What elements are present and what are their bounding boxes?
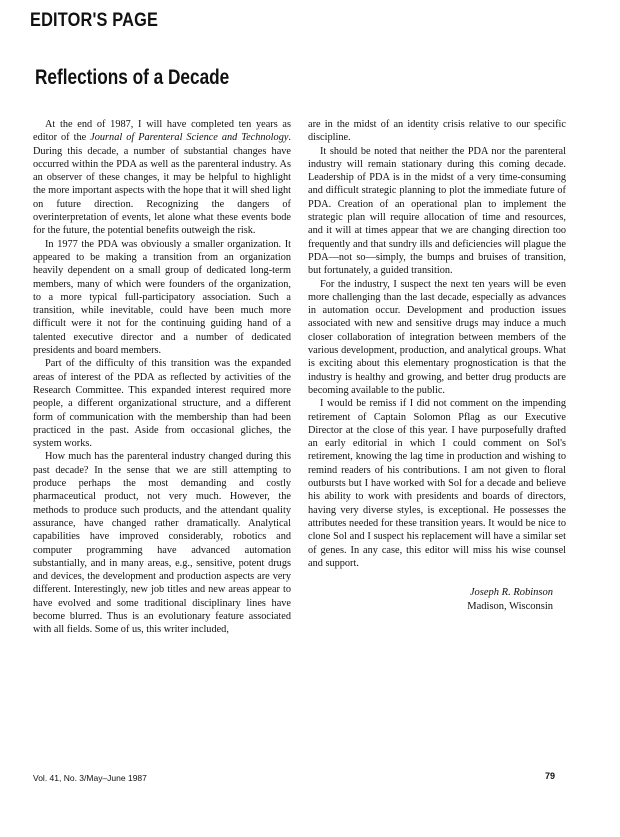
- paragraph: Part of the difficulty of this transition was the expanded areas of interest of the PDA as reflected by activities of the Research Committee. This expanded interest required more people, a different organizational structure, and a different form of communication with the membership than had been practiced in the past. Aside from occasional gliches, the system works.: [33, 358, 291, 450]
- paragraph: How much has the parenteral industry changed during this past decade? In the sense that we are still attempting to produce perhaps the most demanding and costly pharmaceutical product, not very much. However, the methods to produce such products, and the attendant quality assurance, have changed rather dramatically. Analytical capabilities have improved considerably, robotics and computer programming have advanced automation substantially, and in many areas, e.g., sensitive, potent drugs and devices, the development and production aspects are very different. Interestingly, new job titles and new areas appear to have evolved and some traditional disciplinary lines have become blurred. Thus is an evolutionary feature associated with all fields. Some of us, this writer included,: [33, 451, 291, 636]
- paragraph: For the industry, I suspect the next ten years will be even more challenging than the last decade, especially as advances in automation occur. Development and production issues associated with new and sensitive drugs may induce a much closer collaboration of integration between members of the various development, production, and analytical groups. What is exciting about this elementary prognostication is that the industry is healthy and growing, and better drug products are becoming available to the public.: [308, 278, 566, 396]
- signature-block: [400, 586, 553, 614]
- issue-info: Vol. 41, No. 3/May–June 1987: [33, 773, 147, 783]
- journal-name: Journal of Parenteral Science and Technology: [90, 132, 289, 144]
- paragraph: are in the midst of an identity crisis relative to our specific discipline.: [308, 119, 566, 144]
- article-title: Reflections of a Decade: [35, 66, 230, 89]
- paragraph: I would be remiss if I did not comment on the impending retirement of Captain Solomon Pflag as our Executive Director at the close of this year. I have purposefully drafted an early editorial in which I could comment on Sol's retirement, knowing the lag time in production and wishing to remind readers of his contributions. I am not given to floral outbursts but I have worked with Sol for a decade and believe his ability to work with presidents and boards of directors, having very diverse styles, is exceptional. He possesses the attributes needed for these transition years. It would be nice to clone Sol and I suspect his replacement will have a similar set of genes. In any case, this editor will miss his wise counsel and support.: [308, 398, 566, 569]
- right-column: [308, 118, 566, 570]
- paragraph: It should be noted that neither the PDA nor the parenteral industry will remain stationary during this coming decade. Leadership of PDA is in the midst of a very time-consuming and difficult strategic planning to plot the immediate future of PDA. Creation of an operational plan to implement the strategic plan will require allocation of time and resources, and it will at times appear that we are changing direction too frequently and that sundry ills and deficiencies will plague the PDA—not so—simply, the bumps and bruises of transition, but fortunately, a guided transition.: [308, 145, 566, 277]
- paragraph: In 1977 the PDA was obviously a smaller organization. It appeared to be making a transition from an organization heavily dependent on a small group of dedicated long-term members, many of which were founders of the organization, to a more typical full-participatory association. Such a transition, while inevitable, could have been much more difficult were it not for the continuing guiding hand of a talented executive director and a number of dedicated presidents and board members.: [33, 238, 291, 357]
- author-location: Madison, Wisconsin: [467, 601, 553, 612]
- left-column: [33, 118, 291, 637]
- page-number: 79: [544, 771, 555, 781]
- section-heading: EDITOR'S PAGE: [30, 10, 159, 31]
- paragraph: At the end of 1987, I will have completed ten years as editor of the Journal of Parenteral Science and Technology. During this decade, a number of substantial changes have occurred within the PDA as well as the parenteral industry. As an observer of these changes, it may be helpful to highlight the more important aspects with the hope that it will shed light on future direction. Recognizing the dangers of overinterpretation of events, let alone what these events bode for the future, the potential benefits outweigh the risk.: [33, 119, 291, 237]
- author-name: Joseph R. Robinson: [469, 587, 553, 598]
